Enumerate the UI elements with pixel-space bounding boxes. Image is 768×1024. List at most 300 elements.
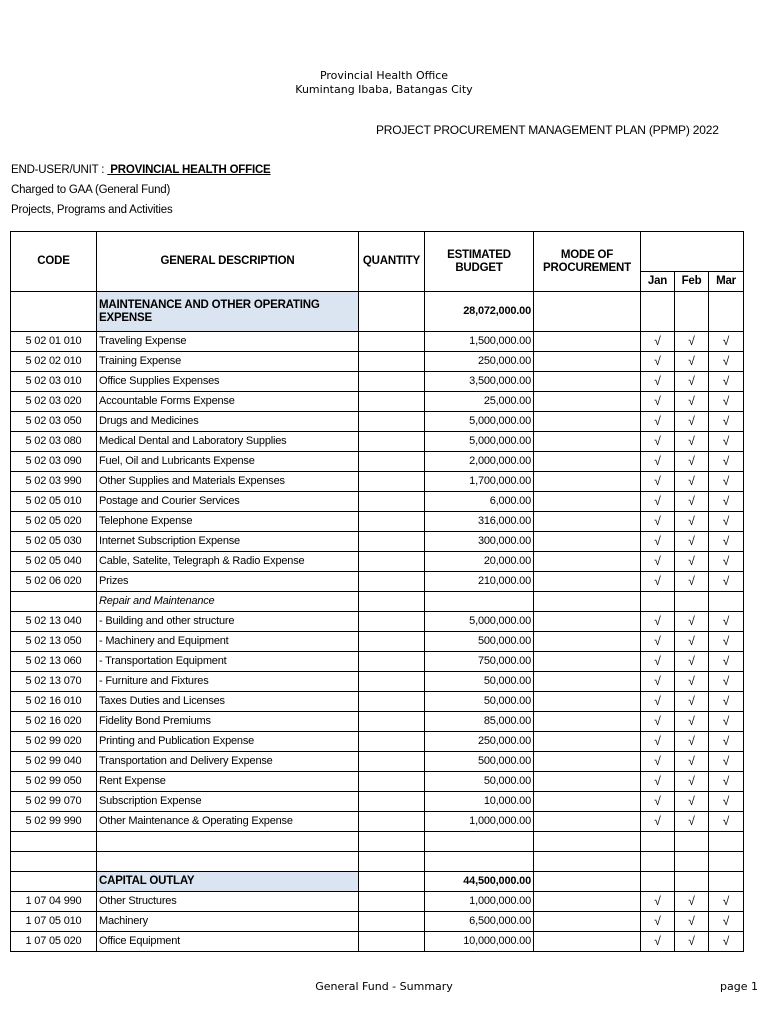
month-check-mar: √ [709,792,744,812]
row-budget: 5,000,000.00 [425,432,534,452]
month-check-jan: √ [641,692,675,712]
row-budget: 5,000,000.00 [425,612,534,632]
month-check-jan: √ [641,772,675,792]
blank-cell [534,832,641,852]
row-code: 5 02 03 020 [11,392,97,412]
month-check-mar: √ [709,372,744,392]
table-row [11,912,744,932]
month-check-jan: √ [641,792,675,812]
row-description: Prizes [97,572,359,592]
section-month-cell [641,872,675,892]
row-code: 5 02 03 080 [11,432,97,452]
month-check-mar: √ [709,492,744,512]
table-row [11,472,744,492]
month-check-feb: √ [675,612,709,632]
row-budget: 50,000.00 [425,692,534,712]
blank-cell [425,852,534,872]
row-code: 5 02 02 010 [11,352,97,372]
table-row [11,392,744,412]
row-quantity [359,532,425,552]
month-check-mar: √ [709,472,744,492]
row-description: Other Structures [97,892,359,912]
month-check-jan: √ [641,472,675,492]
month-check-jan: √ [641,752,675,772]
row-budget: 3,500,000.00 [425,372,534,392]
row-code: 5 02 13 040 [11,612,97,632]
row-code: 5 02 05 010 [11,492,97,512]
month-check-feb: √ [675,532,709,552]
section-title: MAINTENANCE AND OTHER OPERATING EXPENSE [97,292,359,332]
row-description: Medical Dental and Laboratory Supplies [97,432,359,452]
month-check-mar: √ [709,732,744,752]
row-mode [534,432,641,452]
month-check-jan: √ [641,372,675,392]
row-description: Fidelity Bond Premiums [97,712,359,732]
table-header-row [11,232,744,272]
section-row-mooe [11,292,744,332]
table-row [11,572,744,592]
section-quantity [359,292,425,332]
row-quantity [359,612,425,632]
row-mode [534,532,641,552]
table-row [11,752,744,772]
table-row [11,532,744,552]
footer-page: page 1 [720,980,758,993]
end-user-value: PROVINCIAL HEALTH OFFICE [110,164,271,176]
row-code: 5 02 16 010 [11,692,97,712]
month-check-jan: √ [641,912,675,932]
row-mode [534,772,641,792]
blank-cell [709,832,744,852]
row-mode [534,792,641,812]
row-budget: 50,000.00 [425,672,534,692]
month-check-mar: √ [709,932,744,952]
table-row [11,632,744,652]
row-quantity [359,692,425,712]
row-code: 1 07 05 020 [11,932,97,952]
row-mode [534,672,641,692]
row-budget: 250,000.00 [425,352,534,372]
row-quantity [359,472,425,492]
month-check-mar: √ [709,752,744,772]
month-check-mar: √ [709,392,744,412]
row-budget: 50,000.00 [425,772,534,792]
table-row [11,592,744,612]
month-check-feb: √ [675,492,709,512]
blank-cell [641,832,675,852]
blank-cell [97,852,359,872]
section-month-cell [709,292,744,332]
row-description: Other Maintenance & Operating Expense [97,812,359,832]
row-budget: 500,000.00 [425,632,534,652]
table-row [11,412,744,432]
month-check-jan: √ [641,932,675,952]
month-check-feb: √ [675,572,709,592]
month-check-feb: √ [675,472,709,492]
row-description: Accountable Forms Expense [97,392,359,412]
row-quantity [359,412,425,432]
month-check-jan: √ [641,332,675,352]
table-row [11,352,744,372]
row-quantity [359,512,425,532]
row-budget: 25,000.00 [425,392,534,412]
months-group-header [641,232,744,272]
row-quantity [359,552,425,572]
row-budget: 750,000.00 [425,652,534,672]
month-check-jan: √ [641,552,675,572]
row-code: 5 02 99 050 [11,772,97,792]
row-description: Cable, Satelite, Telegraph & Radio Expense [97,552,359,572]
row-code: 5 02 99 990 [11,812,97,832]
table-row [11,432,744,452]
row-code: 5 02 01 010 [11,332,97,352]
row-mode [534,452,641,472]
table-row [11,552,744,572]
row-code: 5 02 13 060 [11,652,97,672]
blank-row [11,832,744,852]
row-mode [534,472,641,492]
row-mode [534,392,641,412]
row-quantity [359,712,425,732]
row-mode [534,752,641,772]
section-code [11,872,97,892]
row-code: 5 02 05 020 [11,512,97,532]
month-check-feb: √ [675,412,709,432]
row-quantity [359,632,425,652]
row-quantity [359,912,425,932]
row-budget: 85,000.00 [425,712,534,732]
row-mode [534,332,641,352]
month-header-feb: Feb [675,272,709,292]
month-check-jan: √ [641,432,675,452]
row-description: Drugs and Medicines [97,412,359,432]
table-row [11,732,744,752]
row-description: Office Supplies Expenses [97,372,359,392]
month-check-mar: √ [709,332,744,352]
blank-cell [359,852,425,872]
month-check-jan: √ [641,732,675,752]
row-quantity [359,572,425,592]
col-quantity-header: QUANTITY [359,232,425,292]
row-quantity [359,352,425,372]
blank-cell [97,832,359,852]
month-check-mar: √ [709,652,744,672]
month-check-feb: √ [675,932,709,952]
row-code [11,592,97,612]
row-code: 1 07 04 990 [11,892,97,912]
row-quantity [359,492,425,512]
row-description: Traveling Expense [97,332,359,352]
office-name: Provincial Health Office [319,69,449,82]
section-month-cell [675,872,709,892]
month-check-mar: √ [709,672,744,692]
month-check-jan: √ [641,512,675,532]
month-check-feb: √ [675,692,709,712]
col-code-header: CODE [11,232,97,292]
month-check-feb: √ [675,672,709,692]
month-check-feb: √ [675,392,709,412]
row-mode [534,652,641,672]
month-check-mar: √ [709,552,744,572]
month-check-mar: √ [709,572,744,592]
month-check-mar: √ [709,532,744,552]
section-mode [534,872,641,892]
blank-cell [534,852,641,872]
table-row [11,492,744,512]
row-quantity [359,392,425,412]
section-row-capital [11,872,744,892]
section-title: CAPITAL OUTLAY [97,872,359,892]
month-check-mar: √ [709,812,744,832]
month-check-feb: √ [675,332,709,352]
row-description: Telephone Expense [97,512,359,532]
section-total: 44,500,000.00 [425,872,534,892]
row-quantity [359,372,425,392]
month-check-feb: √ [675,432,709,452]
month-check-feb: √ [675,512,709,532]
blank-cell [11,832,97,852]
month-check-feb: √ [675,792,709,812]
month-check-jan: √ [641,392,675,412]
month-check-jan: √ [641,452,675,472]
row-quantity [359,592,425,612]
row-quantity [359,772,425,792]
row-code: 5 02 13 070 [11,672,97,692]
month-check-jan: √ [641,492,675,512]
table-row [11,772,744,792]
row-description: - Machinery and Equipment [97,632,359,652]
row-code: 5 02 99 020 [11,732,97,752]
row-description: Transportation and Delivery Expense [97,752,359,772]
row-quantity [359,752,425,772]
row-budget: 20,000.00 [425,552,534,572]
table-row [11,812,744,832]
month-check-jan: √ [641,612,675,632]
month-check-mar: √ [709,412,744,432]
row-description: Machinery [97,912,359,932]
row-code: 5 02 99 070 [11,792,97,812]
row-code: 5 02 05 030 [11,532,97,552]
month-check-feb [675,592,709,612]
row-quantity [359,732,425,752]
month-check-feb: √ [675,772,709,792]
row-mode [534,552,641,572]
table-body [11,292,744,952]
row-code: 5 02 13 050 [11,632,97,652]
month-check-feb: √ [675,892,709,912]
row-budget: 6,000.00 [425,492,534,512]
row-budget: 300,000.00 [425,532,534,552]
row-description: - Building and other structure [97,612,359,632]
row-budget: 1,000,000.00 [425,812,534,832]
row-quantity [359,432,425,452]
row-code: 5 02 16 020 [11,712,97,732]
document-title: PROJECT PROCUREMENT MANAGEMENT PLAN (PPMP) 2022 [376,123,719,137]
month-check-feb: √ [675,452,709,472]
row-description: Other Supplies and Materials Expenses [97,472,359,492]
blank-row [11,852,744,872]
row-budget [425,592,534,612]
row-code: 1 07 05 010 [11,912,97,932]
month-check-mar: √ [709,432,744,452]
table-row [11,672,744,692]
row-description: - Furniture and Fixtures [97,672,359,692]
row-description: Postage and Courier Services [97,492,359,512]
blank-cell [641,852,675,872]
blank-cell [359,832,425,852]
row-description: Office Equipment [97,932,359,952]
blank-cell [425,832,534,852]
row-mode [534,732,641,752]
blank-cell [11,852,97,872]
table-row [11,712,744,732]
row-budget: 250,000.00 [425,732,534,752]
row-description: Printing and Publication Expense [97,732,359,752]
row-code: 5 02 03 990 [11,472,97,492]
row-description: Subscription Expense [97,792,359,812]
row-mode [534,352,641,372]
col-description-header: GENERAL DESCRIPTION [97,232,359,292]
row-description: - Transportation Equipment [97,652,359,672]
row-quantity [359,332,425,352]
row-mode [534,572,641,592]
month-check-jan: √ [641,412,675,432]
month-check-feb: √ [675,752,709,772]
row-mode [534,592,641,612]
row-quantity [359,452,425,472]
row-budget: 10,000.00 [425,792,534,812]
section-month-cell [709,872,744,892]
row-budget: 210,000.00 [425,572,534,592]
row-mode [534,612,641,632]
row-code: 5 02 03 010 [11,372,97,392]
row-code: 5 02 03 090 [11,452,97,472]
month-check-mar [709,592,744,612]
row-mode [534,632,641,652]
month-check-mar: √ [709,512,744,532]
month-check-mar: √ [709,352,744,372]
month-check-mar: √ [709,612,744,632]
row-budget: 1,700,000.00 [425,472,534,492]
section-total: 28,072,000.00 [425,292,534,332]
row-mode [534,692,641,712]
projects-label: Projects, Programs and Activities [11,204,173,216]
table-row [11,332,744,352]
row-mode [534,892,641,912]
row-code: 5 02 03 050 [11,412,97,432]
row-quantity [359,932,425,952]
office-address: Kumintang Ibaba, Batangas City [295,83,473,96]
row-quantity [359,892,425,912]
month-header-jan: Jan [641,272,675,292]
row-code: 5 02 05 040 [11,552,97,572]
month-header-mar: Mar [709,272,744,292]
col-budget-header: ESTIMATED BUDGET [425,232,534,292]
month-check-feb: √ [675,552,709,572]
row-budget: 10,000,000.00 [425,932,534,952]
row-quantity [359,672,425,692]
section-code [11,292,97,332]
row-mode [534,932,641,952]
month-check-feb: √ [675,352,709,372]
col-mode-header: MODE OF PROCUREMENT [534,232,641,292]
row-budget: 316,000.00 [425,512,534,532]
month-check-mar: √ [709,912,744,932]
row-budget: 1,000,000.00 [425,892,534,912]
table-row [11,452,744,472]
month-check-feb: √ [675,732,709,752]
month-check-jan: √ [641,632,675,652]
month-check-mar: √ [709,892,744,912]
month-check-feb: √ [675,912,709,932]
month-check-feb: √ [675,372,709,392]
month-check-jan: √ [641,532,675,552]
month-check-mar: √ [709,772,744,792]
month-check-mar: √ [709,452,744,472]
month-check-jan: √ [641,812,675,832]
end-user-line [11,164,271,176]
row-quantity [359,792,425,812]
row-description: Repair and Maintenance [97,592,359,612]
table-row [11,372,744,392]
month-check-feb: √ [675,712,709,732]
row-budget: 5,000,000.00 [425,412,534,432]
month-check-jan: √ [641,652,675,672]
table-row [11,932,744,952]
row-budget: 1,500,000.00 [425,332,534,352]
row-mode [534,812,641,832]
row-budget: 2,000,000.00 [425,452,534,472]
table-row [11,892,744,912]
section-month-cell [675,292,709,332]
row-quantity [359,812,425,832]
month-check-feb: √ [675,652,709,672]
month-check-feb: √ [675,632,709,652]
row-mode [534,412,641,432]
month-check-mar: √ [709,692,744,712]
table-row [11,792,744,812]
table-row [11,692,744,712]
ppmp-table [10,231,744,952]
month-check-mar: √ [709,632,744,652]
row-description: Rent Expense [97,772,359,792]
month-check-mar: √ [709,712,744,732]
month-check-jan: √ [641,572,675,592]
row-mode [534,492,641,512]
row-budget: 500,000.00 [425,752,534,772]
row-quantity [359,652,425,672]
blank-cell [675,852,709,872]
blank-cell [709,852,744,872]
month-check-jan: √ [641,672,675,692]
row-mode [534,512,641,532]
row-mode [534,372,641,392]
row-budget: 6,500,000.00 [425,912,534,932]
row-code: 5 02 99 040 [11,752,97,772]
charged-to: Charged to GAA (General Fund) [11,184,171,196]
row-description: Training Expense [97,352,359,372]
section-mode [534,292,641,332]
row-code: 5 02 06 020 [11,572,97,592]
section-month-cell [641,292,675,332]
row-description: Fuel, Oil and Lubricants Expense [97,452,359,472]
row-mode [534,912,641,932]
section-quantity [359,872,425,892]
row-mode [534,712,641,732]
row-description: Taxes Duties and Licenses [97,692,359,712]
end-user-label: END-USER/UNIT : [11,164,105,176]
month-check-jan [641,592,675,612]
